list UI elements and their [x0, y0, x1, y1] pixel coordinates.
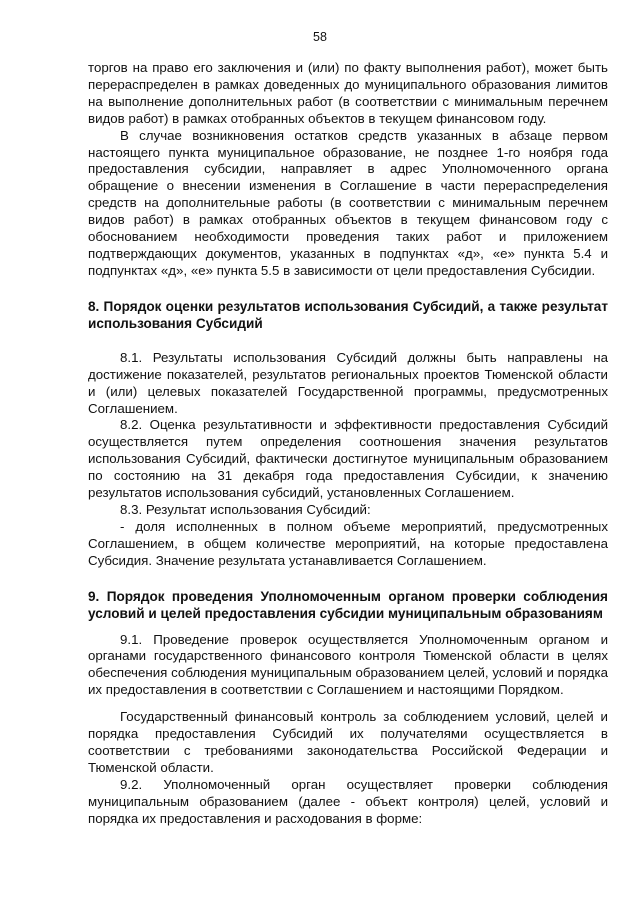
paragraph-state-control: Государственный финансовый контроль за соблюдением условий, целей и порядка предоставления Субсидий их получателями осуществляется в соответствии с требованиями законодательства Российской Федерации и Тюменской области. — [88, 709, 608, 775]
paragraph-8-3: 8.3. Результат использования Субсидий: — [120, 501, 371, 517]
page-number: 58 — [313, 30, 327, 44]
paragraph-remaining-funds: В случае возникновения остатков средств указанных в абзаце первом настоящего пункта муниципальное образование, не позднее 1-го ноября года предоставления субсидии, направляет в адрес Уполномоченного органа обращение о внесении изменения в Соглашение в части перераспределения средств на дополнительные работы (в соответствии с минимальным перечнем видов работ) в рамках отобранных объектов в текущем финансовом году с обоснованием необходимости проведения таких работ и приложением подтверждающих документов, указанных в подпунктах «д», «е» пункта 5.4 и подпунктах «д», «е» пункта 5.5 в зависимости от цели предоставления Субсидии. — [88, 127, 608, 278]
paragraph-9-2: 9.2. Уполномоченный орган осуществляет проверки соблюдения муниципальным образованием (далее - объект контроля) целей, условий и порядка их предоставления и расходования в форме: — [88, 776, 608, 826]
paragraph-8-1: 8.1. Результаты использования Субсидий должны быть направлены на достижение показателей, результатов региональных проектов Тюменской области и (или) целевых показателей Государственной программы, предусмотренных Соглашением. — [88, 349, 608, 416]
paragraph-8-2: 8.2. Оценка результативности и эффективности предоставления Субсидий осуществляется путем определения соотношения значения результатов использования Субсидий, фактически достигнутое муниципальным образованием по состоянию на 31 декабря года предоставления Субсидии, к значению результатов использования субсидий, установленных Соглашением. — [88, 417, 608, 501]
section-9-heading: 9. Порядок проведения Уполномоченным органом проверки соблюдения условий и целей предоставления субсидии муниципальным образованиям — [88, 588, 608, 621]
document-body — [88, 60, 608, 828]
paragraph-9-1: 9.1. Проведение проверок осуществляется Уполномоченным органом и органами государственного финансового контроля Тюменской области в целях обеспечения соблюдения муниципальным образованием целей, условий и порядка их предоставления в соответствии с Соглашением и настоящими Порядком. — [88, 631, 608, 698]
section-8-heading: 8. Порядок оценки результатов использования Субсидий, а также результат использования Субсидий — [88, 298, 608, 331]
paragraph-continuation: торгов на право его заключения и (или) по факту выполнения работ), может быть перераспределен в рамках доведенных до муниципального образования лимитов на выполнение дополнительных работ (в соответствии с минимальным перечнем видов работ) в рамках отобранных объектов в текущем финансовом году. — [88, 60, 608, 126]
paragraph-8-3-result: - доля исполненных в полном объеме мероприятий, предусмотренных Соглашением, в общем количестве мероприятий, на которые предоставлена Субсидия. Значение результата устанавливается Соглашением. — [88, 518, 608, 568]
